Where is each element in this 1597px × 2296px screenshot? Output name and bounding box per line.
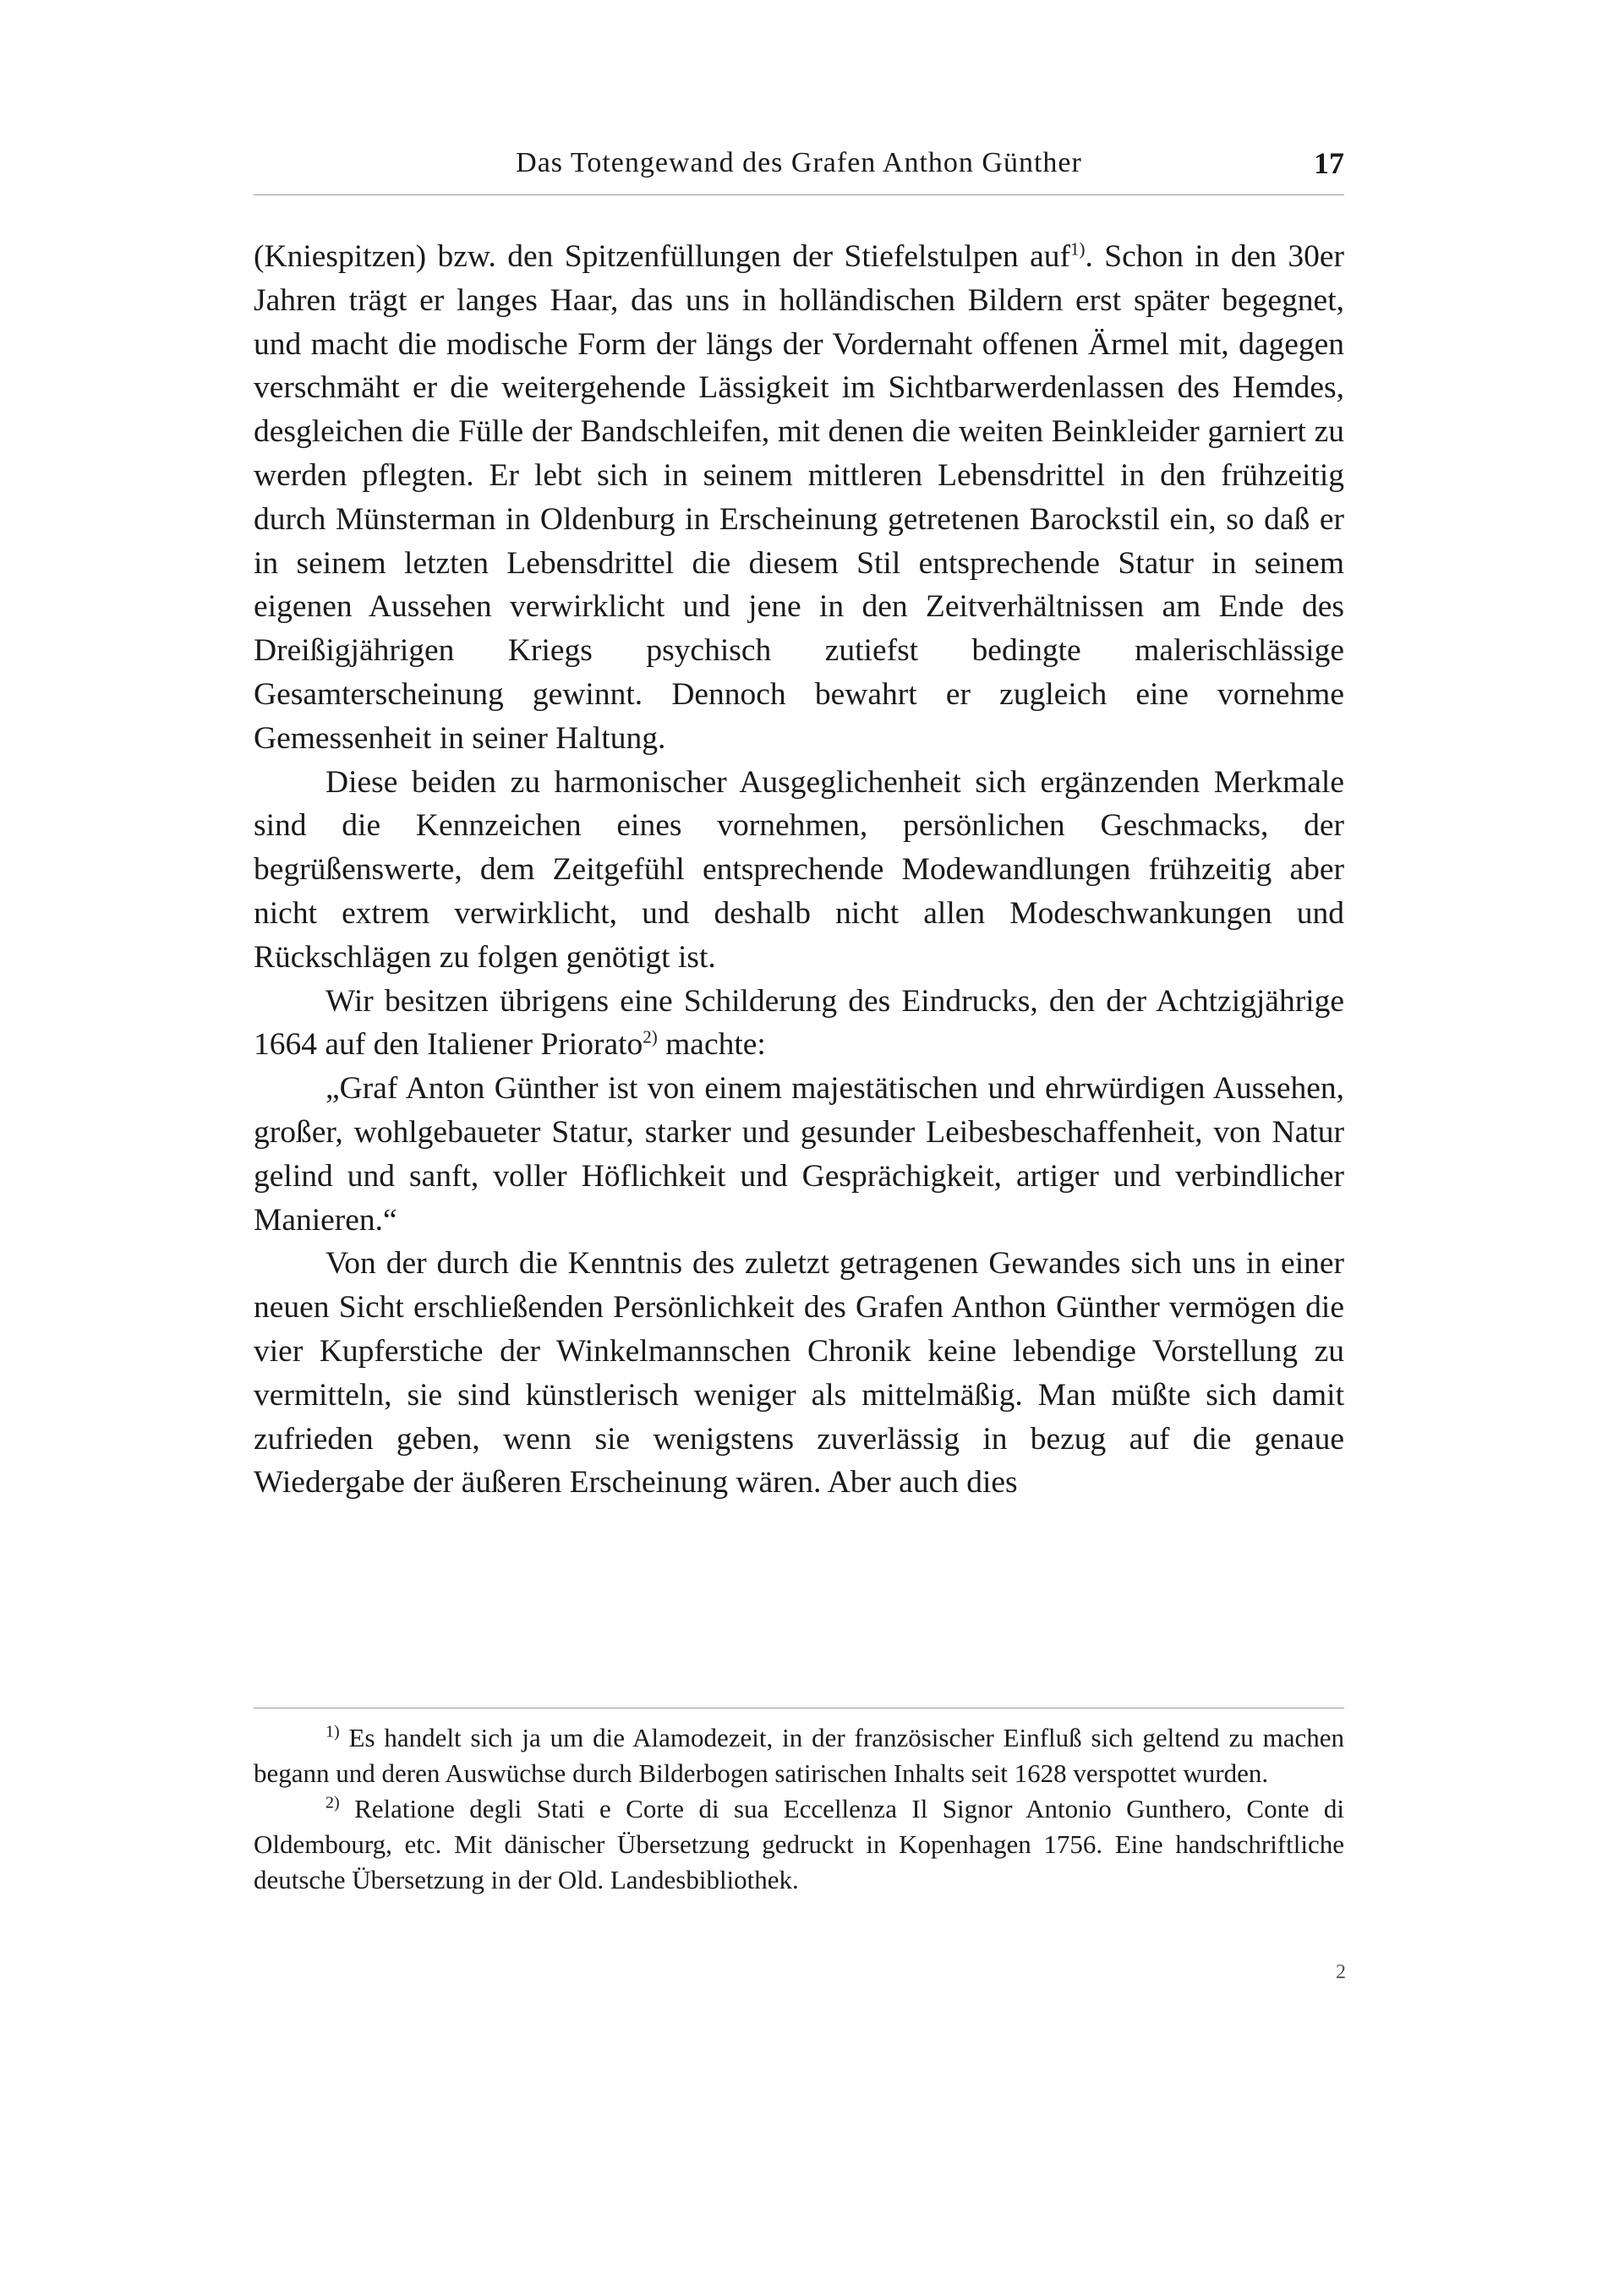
paragraph-2: Diese beiden zu harmonischer Ausgeglichenheit sich ergänzenden Merkmale sind die Kennzeichen eines vornehmen, persönlichen Geschmacks, der begrüßenswerte, dem Zeitgefühl entsprechende Modewandlungen frühzeitig aber nicht extrem verwirklicht, und deshalb nicht allen Modeschwankungen und Rückschlägen zu folgen genötigt ist. (254, 764, 1344, 975)
paragraph-1 (254, 235, 1344, 761)
paragraph-3-text-b: machte: (657, 1027, 766, 1063)
paragraph-1-text-a: (Kniespitzen) bzw. den Spitzenfüllungen der Stiefelstulpen auf (254, 239, 1070, 274)
footnote-1-mark: 1) (325, 1722, 340, 1741)
footnotes (254, 1720, 1344, 1898)
running-title: Das Totengewand des Grafen Anthon Günther (516, 147, 1082, 178)
footnote-1-text: Es handelt sich ja um die Alamodezeit, in der französischer Einfluß sich geltend zu machen begann und deren Auswüchse durch Bilderbogen satirischen Inhalts seit 1628 verspottet wurden. (254, 1723, 1344, 1788)
header-rule (254, 194, 1344, 195)
signature-mark: 2 (1336, 1961, 1346, 1983)
footnote-ref-2: 2) (643, 1026, 658, 1047)
footnote-2-mark: 2) (325, 1793, 340, 1812)
page-number: 17 (1314, 146, 1344, 180)
footnote-2-text: Relatione degli Stati e Corte di sua Eccellenza Il Signor Antonio Gunthero, Conte di Oldembourg, etc. Mit dänischer Übersetzung gedruckt in Kopenhagen 1756. Eine handschriftliche deutsche Übersetzung in der Old. Landesbibliothek. (254, 1794, 1344, 1894)
quotation: „Graf Anton Günther ist von einem majestätischen und ehrwürdigen Aussehen, großer, wohlgebaueter Statur, starker und gesunder Leibesbeschaffenheit, von Natur gelind und sanft, voller Höflichkeit und Gesprächigkeit, artiger und verbindlicher Manieren.“ (254, 1071, 1344, 1238)
footnote-1 (254, 1720, 1344, 1791)
footnote-2 (254, 1791, 1344, 1898)
paragraph-3 (254, 980, 1344, 1068)
paragraph-5: Von der durch die Kenntnis des zuletzt getragenen Gewandes sich uns in einer neuen Sicht erschließenden Persönlichkeit des Grafen Anthon Günther vermögen die vier Kupferstiche der Winkelmannschen Chronik keine lebendige Vorstellung zu vermitteln, sie sind künstlerisch weniger als mittelmäßig. Man müßte sich damit zufrieden geben, wenn sie wenigstens zuverlässig in bezug auf die genaue Wiedergabe der äußeren Erscheinung wären. Aber auch dies (254, 1246, 1344, 1501)
main-text (254, 235, 1344, 1505)
paragraph-1-text-b: . Schon in den 30er Jahren trägt er langes Haar, das uns in holländischen Bildern erst später begegnet, und macht die modische Form der längs der Vordernaht offenen Ärmel mit, dagegen verschmäht er die weitergehende Lässigkeit im Sichtbarwerdenlassen des Hemdes, desgleichen die Fülle der Bandschleifen, mit denen die weiten Beinkleider garniert zu werden pflegten. Er lebt sich in seinem mittleren Lebensdrittel in den frühzeitig durch Münsterman in Oldenburg in Erscheinung getretenen Barockstil ein, so daß er in seinem letzten Lebensdrittel die diesem Stil entsprechende Statur in seinem eigenen Aussehen verwirklicht und jene in den Zeitverhältnissen am Ende des Dreißigjährigen Kriegs psychisch zutiefst bedingte malerischlässige Gesamterscheinung gewinnt. Dennoch bewahrt er zugleich eine vornehme Gemessenheit in seiner Haltung. (254, 239, 1344, 756)
page-header (254, 142, 1344, 193)
footnote-ref-1: 1) (1069, 238, 1086, 260)
paragraph-3-text-a: Wir besitzen übrigens eine Schilderung des Eindrucks, den der Achtzigjährige 1664 auf den Italiener Priorato (254, 983, 1344, 1063)
